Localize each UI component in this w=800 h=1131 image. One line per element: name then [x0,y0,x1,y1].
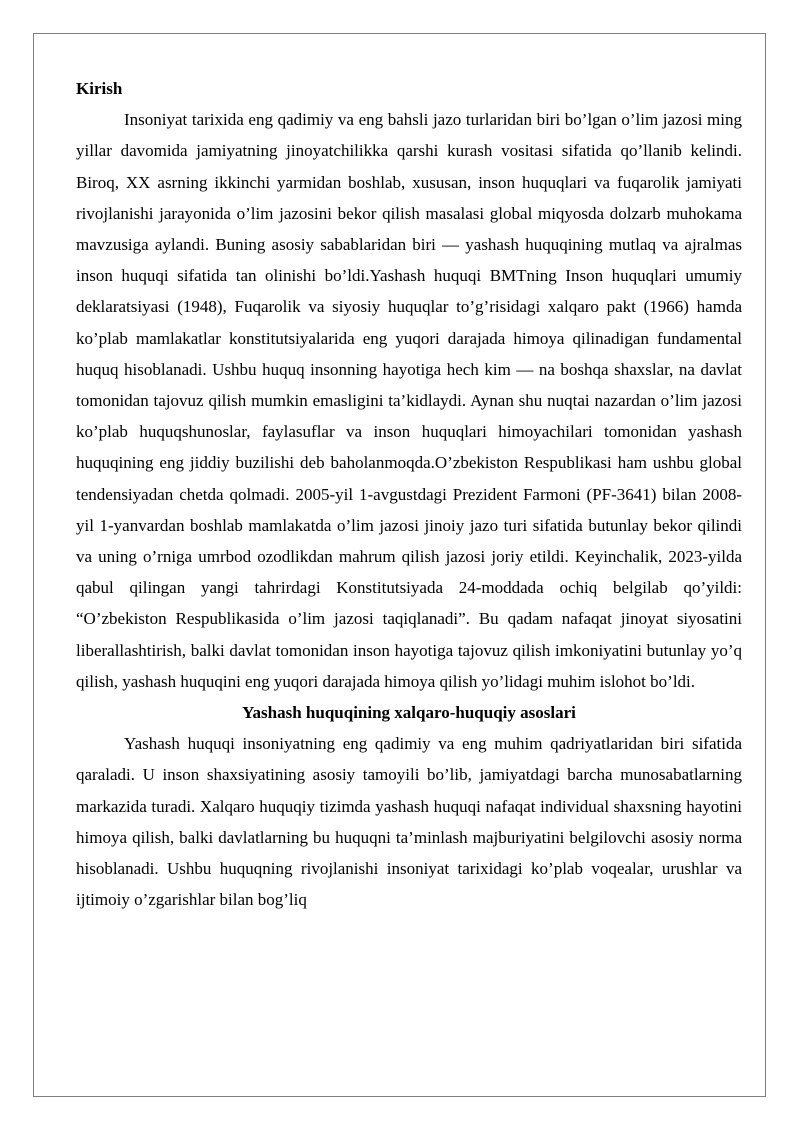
intro-heading: Kirish [76,79,123,98]
section-paragraph: Yashash huquqi insoniyatning eng qadimiy va eng muhim qadriyatlaridan biri sifatida qaraladi. U inson shaxsiyatining asosiy tamoyili bo’lib, jamiyatdagi barcha munosabatlarning markazida turadi. Xalqaro huquqiy tizimda yashash huquqi nafaqat individual shaxsning hayotini himoya qilish, balki davlatlarning bu huquqni ta’minlash majburiyatini belgilovchi asosiy norma hisoblanadi. Ushbu huquqning rivojlanishi insoniyat tarixidagi ko’plab voqealar, urushlar va ijtimoiy o’zgarishlar bilan bog’liq [76,734,742,910]
section-heading: Yashash huquqining xalqaro-huquqiy asoslari [242,703,576,723]
intro-paragraph: Insoniyat tarixida eng qadimiy va eng bahsli jazo turlaridan biri bo’lgan o’lim jazosi ming yillar davomida jamiyatning jinoyatchilikka qarshi kurash vositasi sifatida qo’llanib kelindi. Biroq, XX asrning ikkinchi yarmidan boshlab, xususan, inson huquqlari va fuqarolik jamiyati rivojlanishi jarayonida o’lim jazosini bekor qilish masalasi global miqyosda dolzarb muhokama mavzusiga aylandi. Buning asosiy sabablaridan biri — yashash huquqining mutlaq va ajralmas inson huquqi sifatida tan olinishi bo’ldi.Yashash huquqi BMTning Inson huquqlari umumiy deklaratsiyasi (1948), Fuqarolik va siyosiy huquqlar to’g’risidagi xalqaro pakt (1966) hamda ko’plab mamlakatlar konstitutsiyalarida eng yuqori darajada himoya qilinadigan fundamental huquq hisoblanadi. Ushbu huquq insonning hayotiga hech kim — na boshqa shaxslar, na davlat tomonidan tajovuz qilish mumkin emasligini ta’kidlaydi. Aynan shu nuqtai nazardan o’lim jazosi ko’plab huquqshunoslar, faylasuflar va inson huquqlari himoyachilari tomonidan yashash huquqining eng jiddiy buzilishi deb baholanmoqda.O’zbekiston Respublikasi ham ushbu global tendensiyadan chetda qolmadi. 2005-yil 1-avgustdagi Prezident Farmoni (PF-3641) bilan 2008-yil 1-yanvardan boshlab mamlakatda o’lim jazosi jinoiy jazo turi sifatida butunlay bekor qilindi va uning o’rniga umrbod ozodlikdan mahrum qilish jazosi joriy etildi. Keyinchalik, 2023-yilda qabul qilingan yangi tahrirdagi Konstitutsiyada 24-moddada ochiq belgilab qo’yildi: “O’zbekiston Respublikasida o’lim jazosi taqiqlanadi”. Bu qadam nafaqat jinoyat siyosatini liberallashtirish, balki davlat tomonidan inson hayotiga tajovuz qilish imkoniyatini butunlay yo’q qilish, yashash huquqini eng yuqori darajada himoya qilish yo’lidagi muhim islohot bo’ldi. [76,110,742,691]
document-body [76,73,742,915]
